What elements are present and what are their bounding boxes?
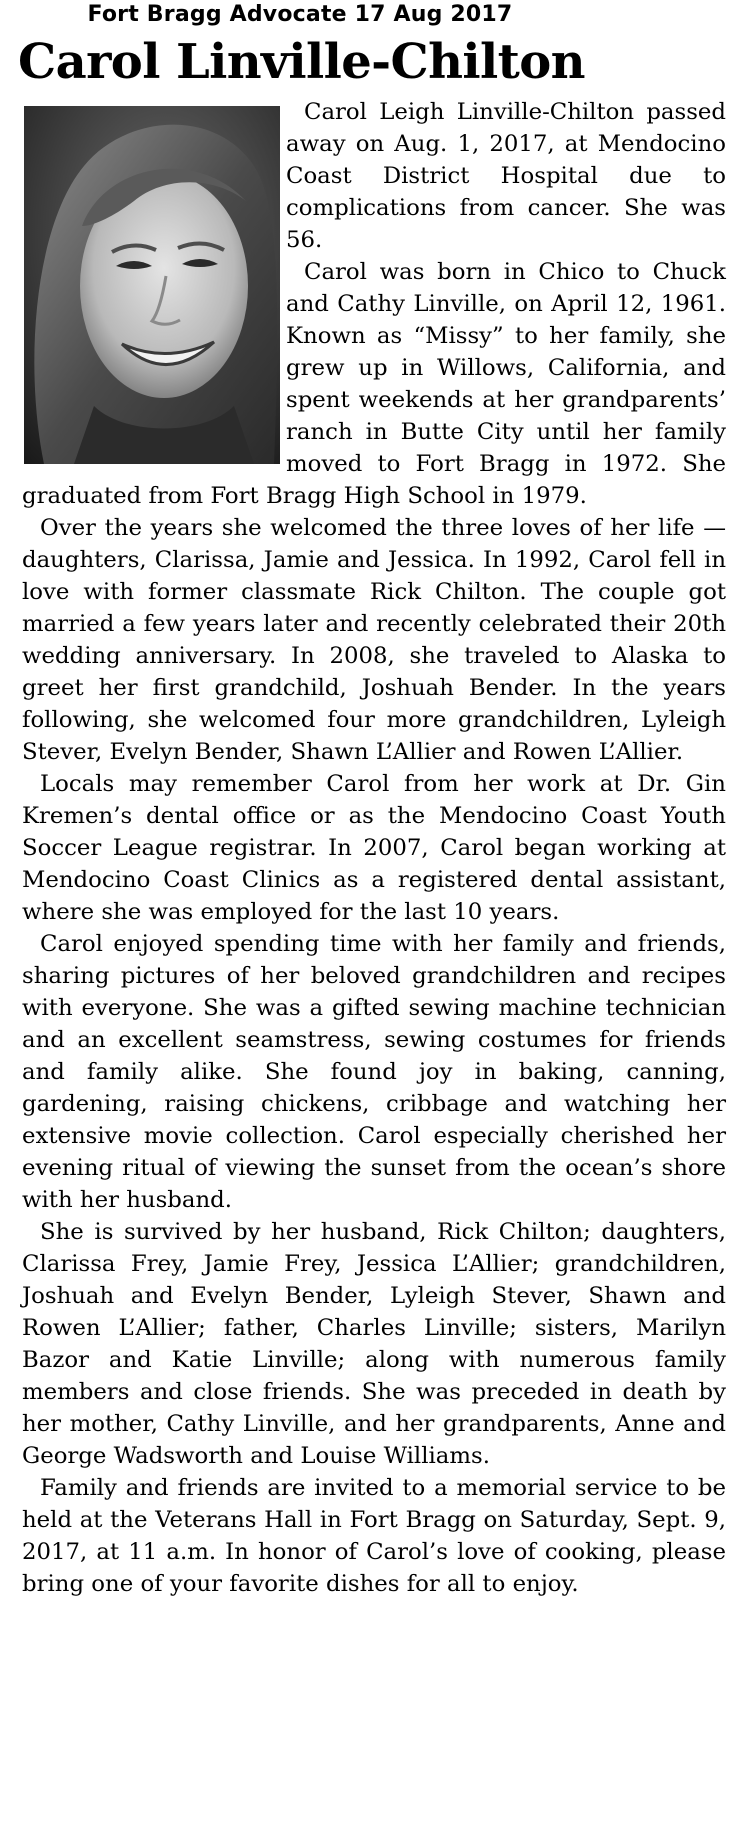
paragraph-survivors: She is survived by her husband, Rick Chilton; daughters, Clarissa Frey, Jamie Frey, Jessica L’Allier; grandchildren, Joshuah and Evelyn Bender, Lyleigh Stever, Shawn and Rowen L’Allier; father, Charles Linville; sisters, Marilyn Bazor and Katie Linville; along with numerous family members and close friends. She was preceded in death by her mother, Cathy Linville, and her grandparents, Anne and George Wadsworth and Louise Williams. (22, 1219, 726, 1469)
obituary-title: Carol Linville-Chilton (18, 34, 585, 90)
paragraph-interests: Carol enjoyed spending time with her family and friends, sharing pictures of her beloved grandchildren and recipes with everyone. She was a gifted sewing machine technician and an excellent seamstress, sewing costumes for friends and family alike. She found joy in baking, canning, gardening, raising chickens, cribbage and watching her extensive movie collection. Carol especially cherished her evening ritual of viewing the sunset from the ocean’s shore with her husband. (22, 931, 726, 1213)
paragraph-memorial-service: Family and friends are invited to a memorial service to be held at the Veterans Hall in Fort Bragg on Saturday, Sept. 9, 2017, at 11 a.m. In honor of Carol’s love of cooking, please bring one of your favorite dishes for all to enjoy. (22, 1475, 726, 1597)
newspaper-source-date: Fort Bragg Advocate 17 Aug 2017 (87, 2, 513, 27)
paragraph-career: Locals may remember Carol from her work at Dr. Gin Kremen’s dental office or as the Mendocino Coast Youth Soccer League registrar. In 2007, Carol began working at Mendocino Coast Clinics as a registered dental assistant, where she was employed for the last 10 years. (22, 771, 726, 925)
paragraph-passing: Carol Leigh Linville-Chilton passed away on Aug. 1, 2017, at Mendocino Coast District Hospital due to complications from cancer. She was 56. (286, 99, 726, 253)
obituary-body (22, 96, 726, 1600)
photo-float-spacer (22, 102, 286, 466)
paragraph-early-life: Carol was born in Chico to Chuck and Cathy Linville, on April 12, 1961. Known as “Missy” to her family, she grew up in Willows, California, and spent weekends at her grandparents’ ranch in Butte City until her family moved to Fort Bragg in 1972. She graduated from Fort Bragg High School in 1979. (22, 259, 726, 509)
paragraph-family: Over the years she welcomed the three loves of her life — daughters, Clarissa, Jamie and Jessica. In 1992, Carol fell in love with former classmate Rick Chilton. The couple got married a few years later and recently celebrated their 20th wedding anniversary. In 2008, she traveled to Alaska to greet her first grandchild, Joshuah Bender. In the years following, she welcomed four more grandchildren, Lyleigh Stever, Evelyn Bender, Shawn L’Allier and Rowen L’Allier. (22, 515, 726, 765)
